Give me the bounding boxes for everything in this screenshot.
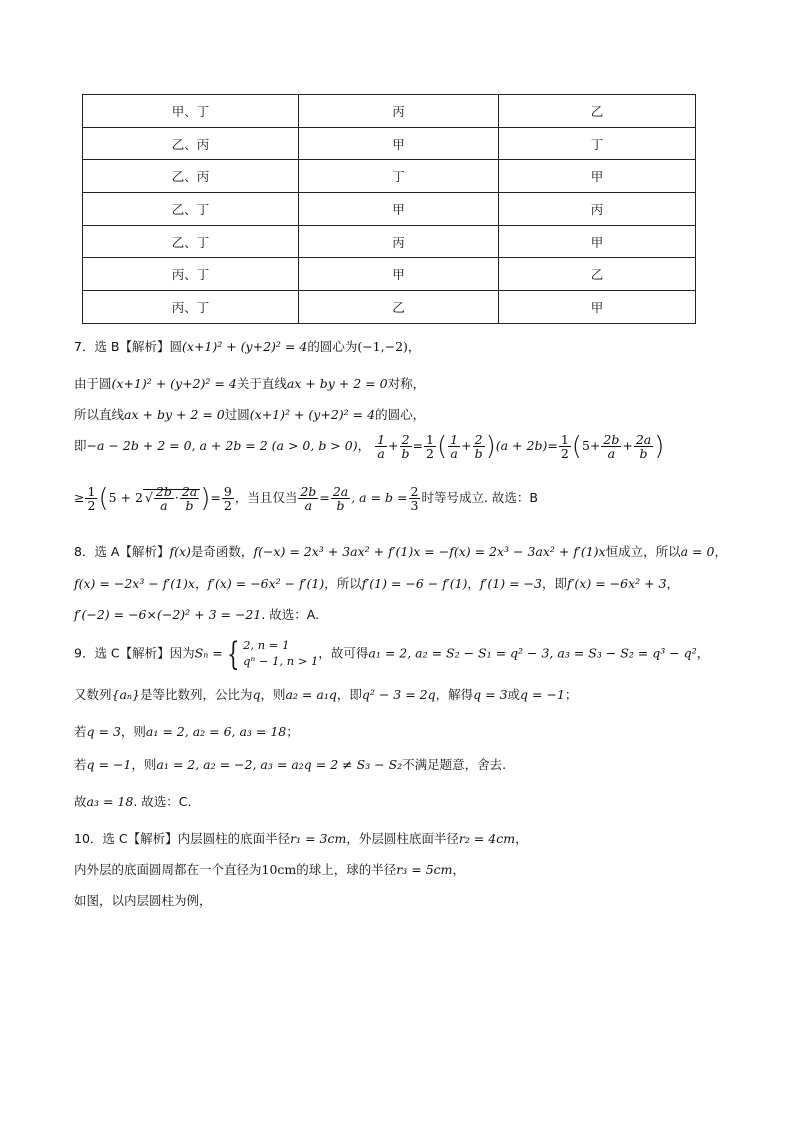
frac-half-2: $\frac{1}{2}$ xyxy=(560,432,569,462)
frac-9-2: $\frac{9}{2}$ xyxy=(223,484,232,514)
frac-2a-b-2: $\frac{2a}{b}$ xyxy=(181,484,198,514)
table-cell: 丙、丁 xyxy=(83,291,299,324)
table-row xyxy=(83,127,696,160)
frac-2b-a-3: $\frac{2b}{a}$ xyxy=(300,484,317,514)
table-cell: 丁 xyxy=(299,160,499,193)
q9-line5: 故a₃ = 18. 故选：C. xyxy=(74,794,192,809)
table-cell: 甲、丁 xyxy=(83,95,299,128)
frac-2-3: $\frac{2}{3}$ xyxy=(410,484,419,514)
q9-line1: 9．选 C【解析】因为Sₙ = { 2, n = 1 qⁿ − 1, n > 1 ，故可得a₁ = 2, a₂ = S₂ − S₁ = q² − 3, a₃ = S₃ − S₂ = q³ − q²， xyxy=(74,635,710,673)
sqrt-term: √ $\frac{2b}{a}$ · $\frac{2a}{b}$ xyxy=(143,489,200,505)
q9-line3: 若q = 3，则a₁ = 2, a₂ = 6, a₃ = 18； xyxy=(74,724,299,739)
frac-2-b-b: $\frac{2}{b}$ xyxy=(474,432,483,462)
table-cell: 乙、丁 xyxy=(83,193,299,226)
frac-2b-a: $\frac{2b}{a}$ xyxy=(603,432,620,462)
table-cell: 甲 xyxy=(499,225,696,258)
table-cell: 丙、丁 xyxy=(83,258,299,291)
table-cell: 丁 xyxy=(499,127,696,160)
table-cell: 乙、丁 xyxy=(83,225,299,258)
table-cell: 甲 xyxy=(299,258,499,291)
table-cell: 丙 xyxy=(299,225,499,258)
table-cell: 丙 xyxy=(499,193,696,226)
cases-block: 2, n = 1 qⁿ − 1, n > 1 xyxy=(243,638,319,668)
table-cell: 甲 xyxy=(299,127,499,160)
table-cell: 乙 xyxy=(499,258,696,291)
frac-2b-a-2: $\frac{2b}{a}$ xyxy=(155,484,172,514)
q7-line5: ≥ $\frac{1}{2}$ (5 + 2 √ $\frac{2b}{a}$ · $\frac{2a}{b}$ )= $\frac{9}{2}$ ，当且仅当 $\frac{2b}{a}$ = $\frac{2a}{b}$ , a = b = $\frac{2}{3}$ 时等号成立. 故选：B xyxy=(74,483,538,514)
q7-line1: 7．选 B【解析】圆(x+1)² + (y+2)² = 4的圆心为(−1,−2)， xyxy=(74,339,421,354)
q8-line3: f′(−2) = −6×(−2)² + 3 = −21. 故选：A. xyxy=(74,607,320,622)
table-row xyxy=(83,160,696,193)
table-row xyxy=(83,258,696,291)
table-cell: 乙 xyxy=(499,95,696,128)
frac-half-3: $\frac{1}{2}$ xyxy=(87,484,96,514)
table-cell: 乙、丙 xyxy=(83,160,299,193)
q10-line3: 如图，以内层圆柱为例， xyxy=(74,893,212,908)
q10-line2: 内外层的底面圆周都在一个直径为10cm的球上，球的半径r₃ = 5cm， xyxy=(74,862,466,877)
table-cell: 乙、丙 xyxy=(83,127,299,160)
q10-line1: 10．选 C【解析】内层圆柱的底面半径r₁ = 3cm，外层圆柱底面半径r₂ = 4cm， xyxy=(74,831,528,846)
table-row xyxy=(83,193,696,226)
cases-brace: { xyxy=(226,635,240,673)
table-row xyxy=(83,95,696,128)
frac-half: $\frac{1}{2}$ xyxy=(426,432,434,462)
table-cell: 甲 xyxy=(499,291,696,324)
q9-line2: 又数列{aₙ}是等比数列，公比为q，则a₂ = a₁q，即q² − 3 = 2q，解得q = 3或q = −1； xyxy=(74,687,578,702)
q8-line2: f(x) = −2x³ − f′(1)x，f′(x) = −6x² − f′(1)，所以f′(1) = −6 − f′(1)，f′(1) = −3，即f′(x) = −6x² + 3， xyxy=(74,576,680,591)
answer-table xyxy=(82,94,696,324)
frac-2-b: $\frac{2}{b}$ xyxy=(401,432,410,462)
table-row xyxy=(83,291,696,324)
frac-2a-b: $\frac{2a}{b}$ xyxy=(635,432,652,462)
q7-line2: 由于圆(x+1)² + (y+2)² = 4关于直线ax + by + 2 = 0对称， xyxy=(74,376,426,391)
table-cell: 丙 xyxy=(299,95,499,128)
table-row xyxy=(83,225,696,258)
table-cell: 甲 xyxy=(299,193,499,226)
q8-line1: 8．选 A【解析】f(x)是奇函数，f(−x) = 2x³ + 3ax² + f′(1)x = −f(x) = 2x³ − 3ax² + f′(1)x恒成立，所以a = 0， xyxy=(74,544,727,559)
q7-line3: 所以直线ax + by + 2 = 0过圆(x+1)² + (y+2)² = 4的圆心， xyxy=(74,407,426,422)
table-cell: 甲 xyxy=(499,160,696,193)
frac-1-a: $\frac{1}{a}$ xyxy=(377,432,386,462)
table-cell: 乙 xyxy=(299,291,499,324)
frac-2a-b-3: $\frac{2a}{b}$ xyxy=(332,484,349,514)
frac-1-a-b: $\frac{1}{a}$ xyxy=(450,432,459,462)
q7-line4: 即−a − 2b + 2 = 0, a + 2b = 2 (a > 0, b > 0)， $\frac{1}{a}$ + $\frac{2}{b}$ = $\frac{1}{2}$ ( $\frac{1}{a}$ + $\frac{2}{b}$ )(a + 2b)= $\frac{1}{2}$ (5+ $\frac{2b}{a}$ + $\frac{2a}{b}$ ) xyxy=(74,431,665,462)
q9-line4: 若q = −1，则a₁ = 2, a₂ = −2, a₃ = a₂q = 2 ≠ S₃ − S₂不满足题意，舍去. xyxy=(74,757,507,772)
